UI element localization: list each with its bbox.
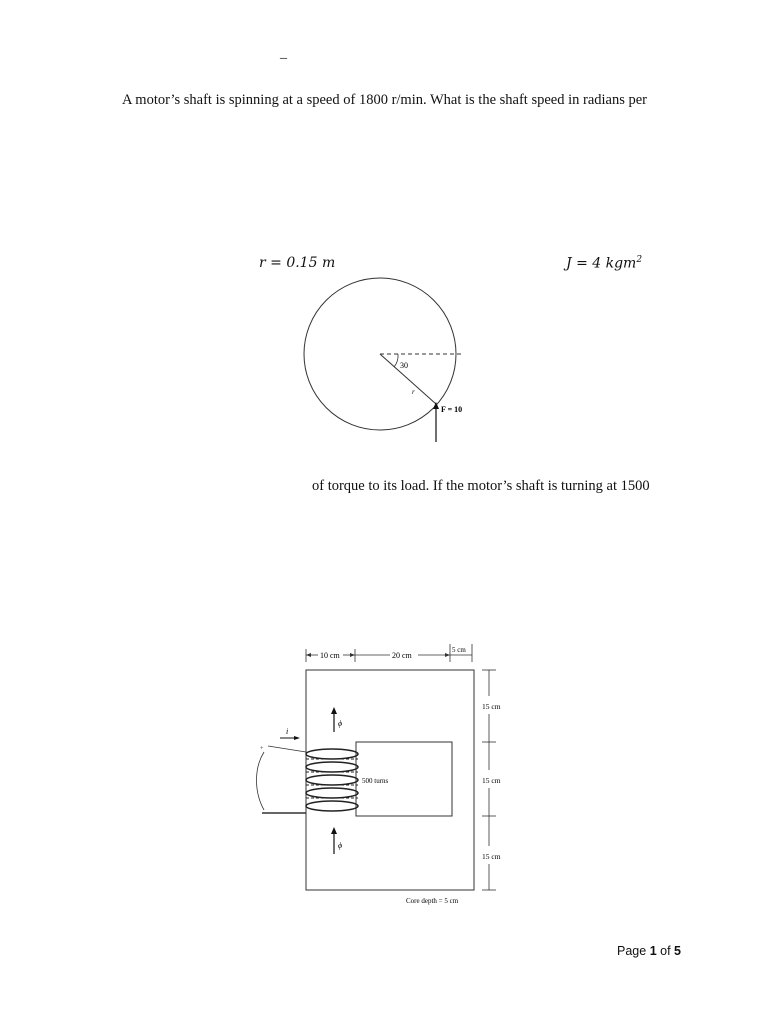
flux-label-top: ϕ bbox=[338, 719, 343, 728]
header-dash: _ bbox=[280, 46, 287, 61]
dim-left-label: 10 cm bbox=[320, 651, 340, 660]
core-depth-label: Core depth = 5 cm bbox=[406, 897, 459, 905]
dim-mid-label: 20 cm bbox=[392, 651, 412, 660]
dim-r3-label: 15 cm bbox=[482, 852, 501, 861]
inertia-label-exponent: 2 bbox=[636, 255, 643, 265]
dim-arrowhead bbox=[445, 653, 450, 657]
flux-arrowhead-bottom bbox=[331, 827, 337, 834]
inertia-label-text: J = 4 kgm bbox=[566, 255, 637, 272]
coil-lead-top bbox=[268, 746, 306, 752]
magnetic-core-diagram bbox=[250, 640, 520, 912]
voltage-arc bbox=[257, 752, 265, 810]
voltage-plus-mark: + bbox=[260, 746, 264, 752]
coil-windings bbox=[306, 749, 358, 811]
flux-label-bottom: ϕ bbox=[338, 841, 343, 850]
inertia-value-label bbox=[566, 255, 642, 272]
radius-value-label: r = 0.15 m bbox=[259, 255, 336, 271]
core-outer-outline bbox=[306, 670, 474, 890]
question-2-text: of torque to its load. If the motor’s shaft is turning at 1500 bbox=[312, 478, 650, 494]
turns-label: 500 turns bbox=[362, 777, 389, 785]
footer-of-word: of bbox=[660, 944, 671, 958]
flux-arrowhead-top bbox=[331, 707, 337, 714]
dim-r2-label: 15 cm bbox=[482, 776, 501, 785]
wheel-diagram bbox=[290, 270, 480, 450]
radius-label: r bbox=[412, 388, 415, 396]
dim-right-label: 5 cm bbox=[452, 646, 466, 654]
force-label: F = 10 bbox=[441, 405, 463, 414]
footer-page-total: 5 bbox=[674, 944, 681, 958]
current-arrowhead bbox=[294, 736, 300, 740]
dim-arrowhead bbox=[306, 653, 311, 657]
radius-line bbox=[380, 354, 436, 404]
current-label: i bbox=[286, 727, 289, 736]
angle-label: 30 bbox=[400, 361, 408, 370]
dim-arrowhead bbox=[350, 653, 355, 657]
page-footer bbox=[617, 944, 681, 958]
question-1-text: A motor’s shaft is spinning at a speed of 1800 r/min. What is the shaft speed in radians per bbox=[122, 92, 647, 108]
angle-arc bbox=[394, 354, 398, 367]
footer-page-number: 1 bbox=[649, 944, 657, 958]
dim-r1-label: 15 cm bbox=[482, 702, 501, 711]
footer-page-word: Page bbox=[617, 944, 647, 958]
